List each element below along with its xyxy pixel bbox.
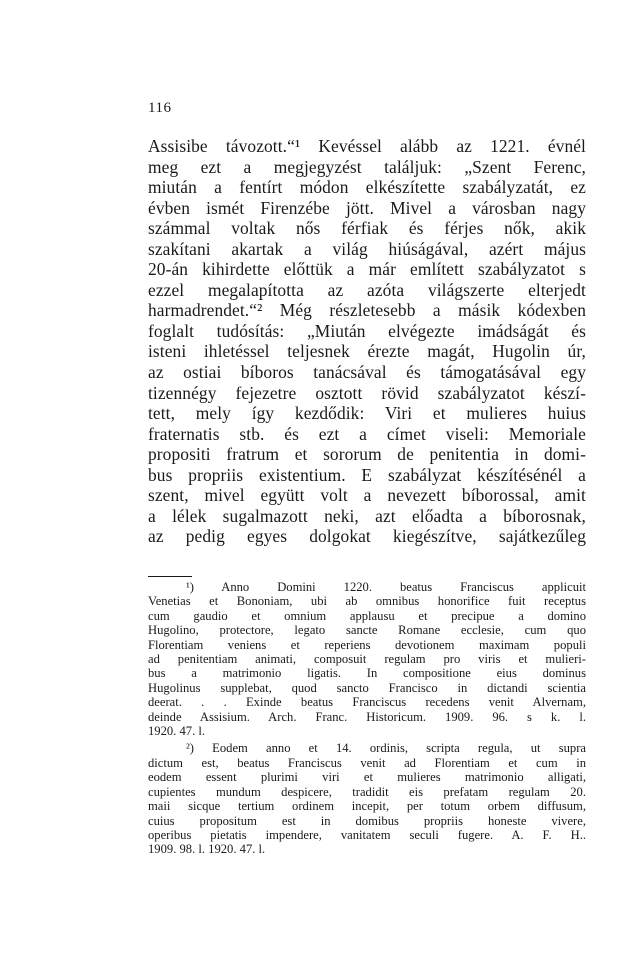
footnote-line: Venetias et Bononiam, ubi ab omnibus honorifice fuit receptus — [148, 594, 586, 609]
text-line: évben ismét Firenzébe jött. Mivel a városban nagy — [148, 197, 586, 218]
text-line: szent, mivel együtt volt a nevezett bíborossal, amit — [148, 485, 586, 506]
text-line: az ostiai bíboros tanácsával és támogatásával egy — [148, 362, 586, 383]
text-line: az pedig egyes dolgokat kiegészítve, sajátkezűleg — [148, 526, 586, 547]
footnote-line: cuius propositum est in domibus propriis honeste vivere, — [148, 813, 586, 828]
text-line: számmal voltak nős férfiak és férjes nők, akik — [148, 218, 586, 239]
text-line: meg ezt a megjegyzést találjuk: „Szent Ferenc, — [148, 156, 586, 177]
text-line: ezzel megalapította az azóta világszerte elterjedt — [148, 279, 586, 300]
text-line: Assisibe távozott.“¹ Kevéssel alább az 1221. évnél — [148, 136, 586, 156]
footnote-line: Hugolino, protectore, legato sancte Romane ecclesie, cum quo — [148, 623, 586, 638]
footnote-line: ad penitentiam animati, composuit regulam pro viris et mulieri- — [148, 652, 586, 667]
footnote-line: Florentiam veniens et reperiens devotionem maximam populi — [148, 637, 586, 652]
text-line: tett, mely így kezdődik: Viri et mulieres huius — [148, 403, 586, 424]
text-line: propositi fratrum et sororum de penitentia in domi- — [148, 444, 586, 465]
text-line: bus propriis existentium. E szabályzat készítésénél a — [148, 464, 586, 485]
footnote-2 — [148, 741, 586, 856]
text-line: szakítani akartak a világ hiúságával, azért május — [148, 238, 586, 259]
text-line: fraternatis stb. és ezt a címet viseli: Memoriale — [148, 423, 586, 444]
footnote-line: maii sicque tertium ordinem incepit, per totum orbem diffusum, — [148, 799, 586, 814]
footnote-line: 1920. 47. l. — [148, 724, 206, 739]
text-line: 20-án kihirdette előttük a már említett szabályzatot s — [148, 259, 586, 280]
footnote-line: Hugolinus supplebat, quod sancto Francisco in dictandi scientia — [148, 680, 586, 695]
footnote-line: deinde Assisium. Arch. Franc. Historicum. 1909. 96. s k. l. — [148, 709, 586, 724]
footnote-line: 1909. 98. l. 1920. 47. l. — [148, 842, 266, 857]
text-line: isteni ihletéssel teljesnek érezte magát, Hugolin úr, — [148, 341, 586, 362]
footnote-line: bus a matrimonio ligatis. In compositione eius dominus — [148, 666, 586, 681]
text-line: harmadrendet.“² Még részletesebb a másik kódexben — [148, 300, 586, 321]
text-line: miután a fentírt módon elkészítette szabályzatát, ez — [148, 177, 586, 198]
footnote-line: deerat. . . Exinde beatus Franciscus recedens venit Alvernam, — [148, 695, 586, 710]
text-line: a lélek sugalmazott neki, azt előadta a bíborosnak, — [148, 505, 586, 526]
main-text — [148, 136, 586, 547]
footnote-divider — [148, 576, 192, 577]
text-line: tizennégy fejezetre osztott rövid szabályzatot készí- — [148, 382, 586, 403]
footnote-line: operibus pietatis impendere, vanitatem seculi fugere. A. F. H.. — [148, 827, 586, 842]
page-number: 116 — [148, 100, 172, 116]
footnote-line: cum gaudio et omnium applausu et precipue a domino — [148, 608, 586, 623]
footnote-line: eodem essent plurimi viri et mulieres matrimonio alligati, — [148, 770, 586, 785]
footnotes — [148, 580, 586, 857]
footnote-line: dictum est, beatus Franciscus venit ad Florentiam et cum in — [148, 755, 586, 770]
text-line: foglalt tudósítás: „Miután elvégezte imádságát és — [148, 320, 586, 341]
footnote-line: cupientes mundum despicere, tradidit eis prefatam regulam 20. — [148, 784, 586, 799]
footnote-1 — [148, 580, 586, 738]
footnote-line: ¹) Anno Domini 1220. beatus Franciscus applicuit — [186, 580, 586, 594]
footnote-line: ²) Eodem anno et 14. ordinis, scripta regula, ut supra — [186, 741, 586, 756]
